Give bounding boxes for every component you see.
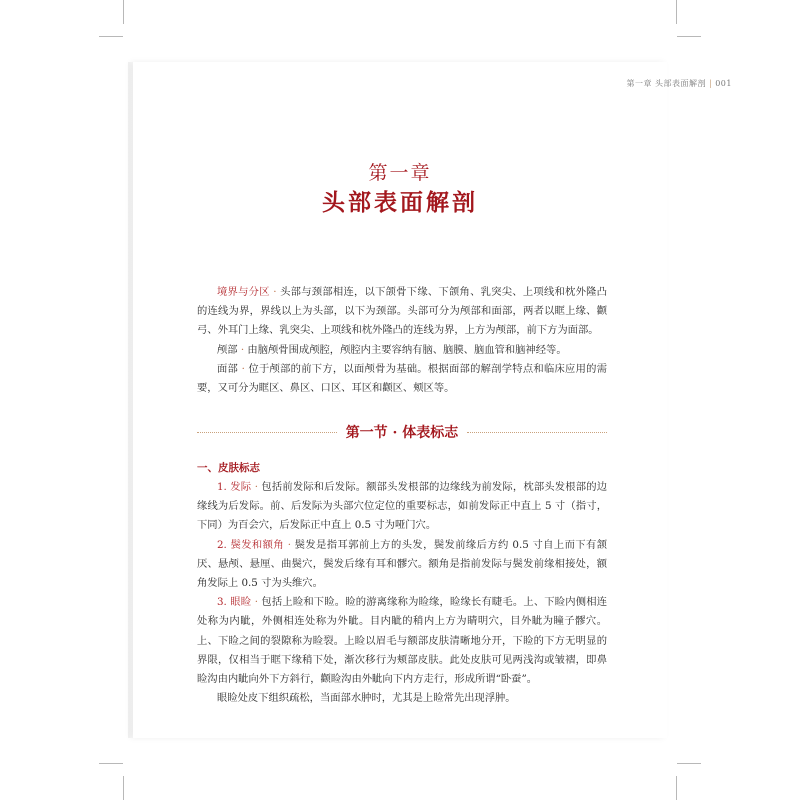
term-separator: · — [237, 343, 248, 356]
item-paragraph — [197, 536, 607, 594]
intro-block — [197, 283, 607, 398]
crop-mark — [677, 36, 701, 37]
running-header-divider: | — [709, 79, 713, 88]
crop-mark — [99, 36, 123, 37]
item-paragraph — [197, 689, 607, 708]
item-term: 3. 眼睑 — [217, 596, 252, 609]
crop-mark — [123, 0, 124, 24]
item-term: 2. 鬓发和额角 — [217, 538, 285, 551]
section-heading — [197, 420, 607, 444]
landmarks-block — [197, 478, 607, 708]
term-label: 面部 — [217, 362, 239, 375]
paragraph-text: 眼睑处皮下组织疏松，当面部水肿时，尤其是上睑常先出现浮肿。 — [217, 692, 516, 705]
chapter-title: 头部表面解剖 — [322, 189, 478, 216]
subsection-title: 一、皮肤标志 — [197, 462, 260, 474]
intro-paragraph — [197, 283, 607, 341]
paragraph-text: 包括前发际和后发际。额部头发根部的边缘线为前发际，枕部头发根部的边缘线为后发际。前、后发际为头部穴位定位的重要标志，如前发际正中直上 5 寸（指寸，下同）为百会穴，后发际正中直上 0.5 寸为哑门穴。 — [197, 481, 607, 532]
term-label: 颅部 — [217, 343, 238, 356]
term-label: 境界与分区 — [217, 286, 270, 298]
term-separator: · — [251, 481, 262, 493]
crop-mark — [123, 776, 124, 800]
crop-mark — [676, 0, 677, 24]
paragraph-text: 鬓发是指耳郭前上方的头发，鬓发前缘后方约 0.5 寸自上而下有颔厌、悬颅、悬厘、曲鬓穴，鬓发后缘有耳和髎穴。额角是指前发际与鬓发前缘相接处，额角发际上 0.5 寸为头维穴。 — [197, 538, 607, 590]
item-paragraph — [197, 593, 607, 689]
page-number: 001 — [715, 79, 732, 88]
intro-paragraph — [197, 341, 607, 360]
paragraph-text: 由脑颅骨围成颅腔，颅腔内主要容纳有脑、脑膜、脑血管和脑神经等。 — [247, 343, 567, 356]
intro-paragraph — [197, 360, 607, 398]
crop-mark — [677, 763, 701, 764]
term-separator: · — [251, 596, 262, 609]
section-title: 第一节 · 体表标志 — [338, 425, 467, 441]
item-paragraph — [197, 478, 607, 536]
term-separator: · — [238, 362, 249, 375]
running-header-chapter: 第一章 — [626, 79, 652, 88]
running-header-title: 头部表面解剖 — [655, 79, 707, 88]
paragraph-text: 头部与颈部相连，以下颌骨下缘、下颌角、乳突尖、上项线和枕外隆凸的连线为界，界线以上为头部，以下为颈部。头部可分为颅部和面部，两者以眶上缘、颧弓、外耳门上缘、乳突尖、上项线和枕外隆凸的连线为界，上方为颅部，前下方为面部。 — [197, 286, 608, 337]
term-separator: · — [269, 286, 281, 298]
chapter-number: 第一章 — [368, 162, 432, 184]
term-separator: · — [284, 538, 295, 551]
crop-mark — [99, 763, 123, 764]
paragraph-text: 包括上睑和下睑。睑的游离缘称为睑缘，睑缘长有睫毛。上、下睑内侧相连处称为内眦，外侧相连处称为外眦。目内眦的稍内上方为睛明穴，目外眦为瞳子髎穴。上、下睑之间的裂隙称为睑裂。上睑以眉毛与额部皮肤清晰地分开，下睑的下方无明显的界限，仅相当于眶下缘稍下处，渐次移行为颊部皮肤。此处皮肤可见两浅沟或皱褶，即鼻睑沟由内眦向外下方斜行，颧睑沟由外眦向下内方走行，形成所谓“卧蚕”。 — [197, 596, 607, 686]
paragraph-text: 位于颅部的前下方，以面颅骨为基础。根据面部的解剖学特点和临床应用的需要，又可分为眶区、鼻区、口区、耳区和颧区、颊区等。 — [197, 362, 608, 395]
item-term: 1. 发际 — [217, 481, 252, 493]
running-header — [626, 78, 732, 89]
crop-mark — [676, 776, 677, 800]
